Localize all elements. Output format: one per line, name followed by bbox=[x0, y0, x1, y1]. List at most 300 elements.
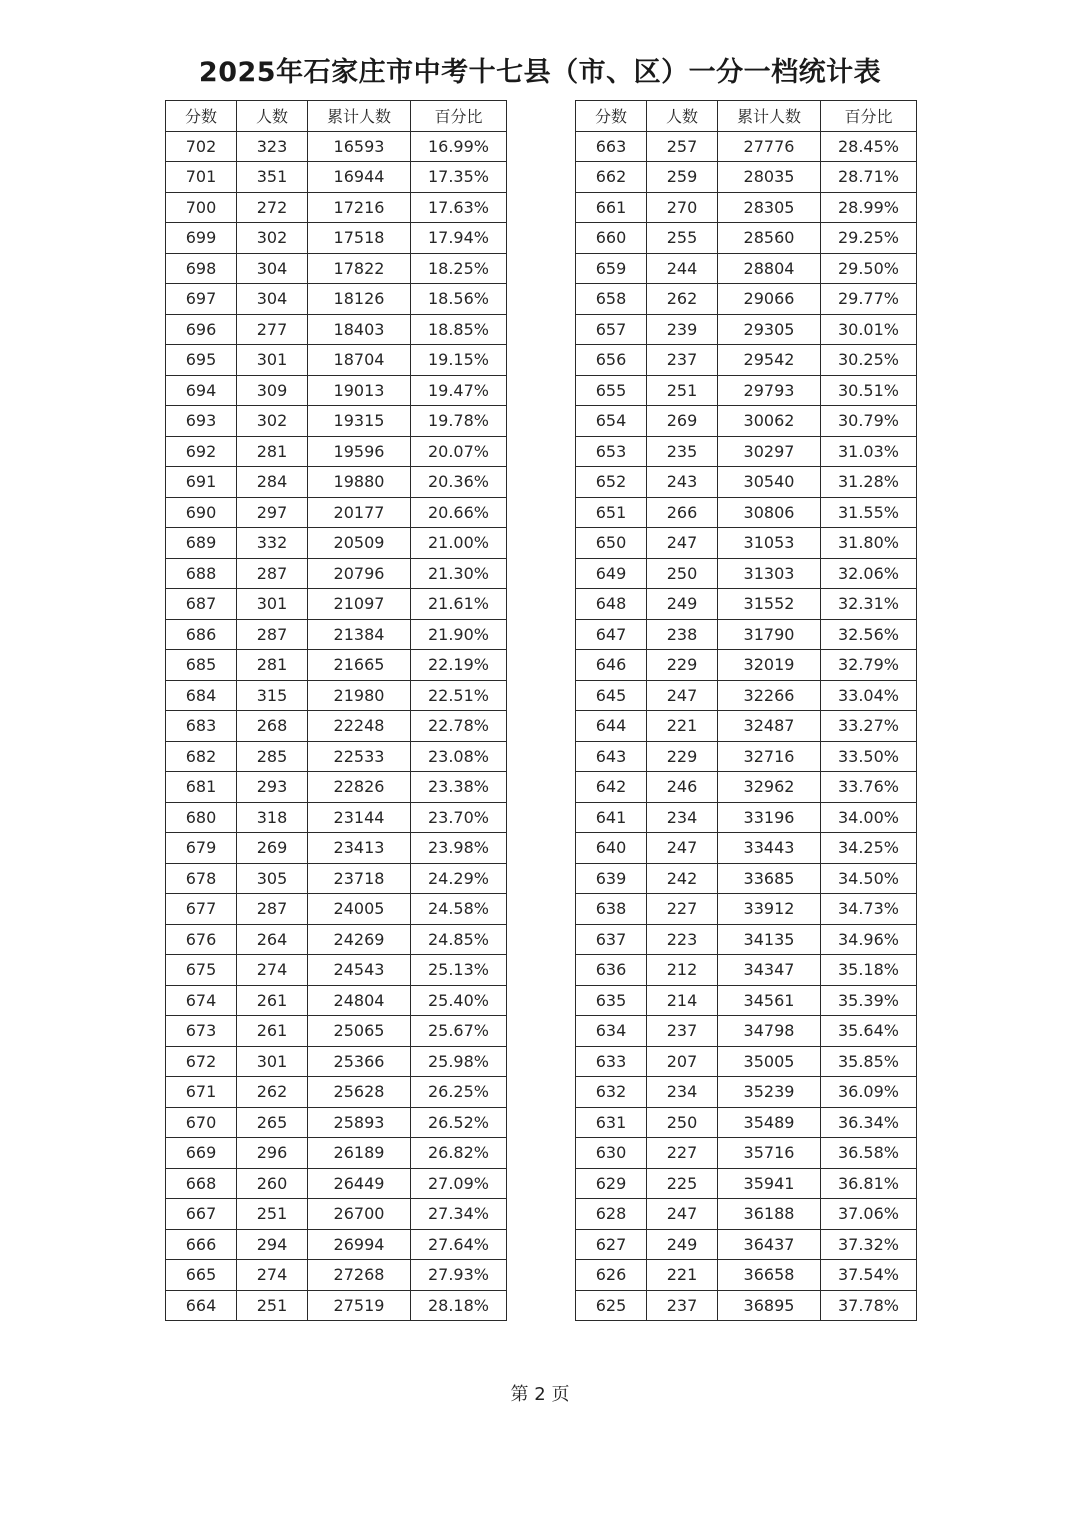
table-body-right bbox=[576, 131, 917, 1321]
cell-score: 693 bbox=[166, 406, 237, 437]
table-row bbox=[166, 619, 507, 650]
cell-percent: 33.50% bbox=[821, 741, 917, 772]
cell-score: 659 bbox=[576, 253, 647, 284]
cell-count: 257 bbox=[647, 131, 718, 162]
cell-count: 309 bbox=[237, 375, 308, 406]
cell-cumulative: 32266 bbox=[718, 680, 821, 711]
table-row bbox=[166, 1290, 507, 1321]
cell-count: 221 bbox=[647, 1260, 718, 1291]
cell-cumulative: 35941 bbox=[718, 1168, 821, 1199]
cell-cumulative: 33443 bbox=[718, 833, 821, 864]
cell-score: 698 bbox=[166, 253, 237, 284]
cell-count: 246 bbox=[647, 772, 718, 803]
cell-score: 683 bbox=[166, 711, 237, 742]
cell-cumulative: 19880 bbox=[308, 467, 411, 498]
cell-percent: 24.29% bbox=[411, 863, 507, 894]
cell-count: 302 bbox=[237, 406, 308, 437]
cell-percent: 25.40% bbox=[411, 985, 507, 1016]
cell-percent: 34.25% bbox=[821, 833, 917, 864]
cell-percent: 23.38% bbox=[411, 772, 507, 803]
cell-percent: 27.34% bbox=[411, 1199, 507, 1230]
cell-count: 207 bbox=[647, 1046, 718, 1077]
cell-percent: 33.04% bbox=[821, 680, 917, 711]
table-row bbox=[576, 1138, 917, 1169]
cell-percent: 31.03% bbox=[821, 436, 917, 467]
cell-score: 697 bbox=[166, 284, 237, 315]
cell-count: 247 bbox=[647, 528, 718, 559]
cell-cumulative: 24543 bbox=[308, 955, 411, 986]
cell-percent: 37.54% bbox=[821, 1260, 917, 1291]
cell-count: 301 bbox=[237, 345, 308, 376]
cell-cumulative: 19315 bbox=[308, 406, 411, 437]
cell-percent: 34.50% bbox=[821, 863, 917, 894]
table-row bbox=[576, 1290, 917, 1321]
cell-percent: 24.85% bbox=[411, 924, 507, 955]
cell-cumulative: 20796 bbox=[308, 558, 411, 589]
cell-score: 672 bbox=[166, 1046, 237, 1077]
cell-score: 662 bbox=[576, 162, 647, 193]
cell-count: 225 bbox=[647, 1168, 718, 1199]
table-row bbox=[576, 345, 917, 376]
cell-count: 264 bbox=[237, 924, 308, 955]
cell-percent: 31.55% bbox=[821, 497, 917, 528]
cell-count: 281 bbox=[237, 436, 308, 467]
cell-percent: 30.79% bbox=[821, 406, 917, 437]
table-row bbox=[166, 467, 507, 498]
cell-score: 681 bbox=[166, 772, 237, 803]
table-row bbox=[576, 131, 917, 162]
cell-percent: 18.85% bbox=[411, 314, 507, 345]
cell-percent: 36.09% bbox=[821, 1077, 917, 1108]
table-row bbox=[166, 314, 507, 345]
cell-score: 652 bbox=[576, 467, 647, 498]
table-row bbox=[576, 1199, 917, 1230]
cell-percent: 32.06% bbox=[821, 558, 917, 589]
cell-cumulative: 31790 bbox=[718, 619, 821, 650]
cell-cumulative: 25366 bbox=[308, 1046, 411, 1077]
cell-cumulative: 35716 bbox=[718, 1138, 821, 1169]
cell-count: 227 bbox=[647, 1138, 718, 1169]
cell-cumulative: 36437 bbox=[718, 1229, 821, 1260]
cell-cumulative: 17822 bbox=[308, 253, 411, 284]
cell-count: 270 bbox=[647, 192, 718, 223]
cell-count: 251 bbox=[237, 1290, 308, 1321]
page-number: 第 2 页 bbox=[510, 1384, 570, 1405]
table-row bbox=[576, 619, 917, 650]
cell-score: 677 bbox=[166, 894, 237, 925]
cell-cumulative: 23413 bbox=[308, 833, 411, 864]
cell-count: 296 bbox=[237, 1138, 308, 1169]
cell-cumulative: 25893 bbox=[308, 1107, 411, 1138]
score-table-left bbox=[165, 100, 507, 1321]
cell-cumulative: 27268 bbox=[308, 1260, 411, 1291]
cell-percent: 29.77% bbox=[821, 284, 917, 315]
table-row bbox=[576, 162, 917, 193]
cell-cumulative: 21097 bbox=[308, 589, 411, 620]
cell-score: 646 bbox=[576, 650, 647, 681]
table-row bbox=[576, 680, 917, 711]
cell-percent: 32.31% bbox=[821, 589, 917, 620]
table-row bbox=[166, 1107, 507, 1138]
cell-score: 684 bbox=[166, 680, 237, 711]
table-row bbox=[576, 497, 917, 528]
cell-count: 242 bbox=[647, 863, 718, 894]
cell-count: 251 bbox=[647, 375, 718, 406]
cell-count: 294 bbox=[237, 1229, 308, 1260]
table-row bbox=[166, 284, 507, 315]
cell-cumulative: 35489 bbox=[718, 1107, 821, 1138]
cell-count: 265 bbox=[237, 1107, 308, 1138]
table-row bbox=[576, 741, 917, 772]
table-row bbox=[576, 1107, 917, 1138]
cell-count: 284 bbox=[237, 467, 308, 498]
cell-cumulative: 32019 bbox=[718, 650, 821, 681]
cell-score: 660 bbox=[576, 223, 647, 254]
cell-score: 628 bbox=[576, 1199, 647, 1230]
cell-percent: 28.18% bbox=[411, 1290, 507, 1321]
table-row bbox=[576, 436, 917, 467]
cell-score: 701 bbox=[166, 162, 237, 193]
cell-percent: 22.78% bbox=[411, 711, 507, 742]
header-cumulative: 累计人数 bbox=[718, 101, 821, 132]
cell-count: 287 bbox=[237, 894, 308, 925]
cell-cumulative: 17216 bbox=[308, 192, 411, 223]
cell-score: 655 bbox=[576, 375, 647, 406]
table-row bbox=[166, 1260, 507, 1291]
cell-score: 692 bbox=[166, 436, 237, 467]
cell-cumulative: 21384 bbox=[308, 619, 411, 650]
cell-cumulative: 26994 bbox=[308, 1229, 411, 1260]
cell-score: 635 bbox=[576, 985, 647, 1016]
table-row bbox=[576, 253, 917, 284]
cell-count: 297 bbox=[237, 497, 308, 528]
cell-score: 694 bbox=[166, 375, 237, 406]
cell-cumulative: 22248 bbox=[308, 711, 411, 742]
cell-score: 640 bbox=[576, 833, 647, 864]
table-row bbox=[166, 741, 507, 772]
cell-percent: 23.70% bbox=[411, 802, 507, 833]
table-row bbox=[576, 772, 917, 803]
cell-cumulative: 32487 bbox=[718, 711, 821, 742]
cell-score: 625 bbox=[576, 1290, 647, 1321]
cell-count: 227 bbox=[647, 894, 718, 925]
cell-score: 665 bbox=[166, 1260, 237, 1291]
cell-score: 641 bbox=[576, 802, 647, 833]
cell-score: 696 bbox=[166, 314, 237, 345]
table-row bbox=[166, 558, 507, 589]
cell-count: 234 bbox=[647, 1077, 718, 1108]
table-row bbox=[166, 1229, 507, 1260]
table-row bbox=[166, 528, 507, 559]
cell-percent: 26.52% bbox=[411, 1107, 507, 1138]
cell-count: 238 bbox=[647, 619, 718, 650]
cell-percent: 37.06% bbox=[821, 1199, 917, 1230]
cell-count: 285 bbox=[237, 741, 308, 772]
cell-cumulative: 32716 bbox=[718, 741, 821, 772]
cell-percent: 31.80% bbox=[821, 528, 917, 559]
cell-score: 699 bbox=[166, 223, 237, 254]
table-row bbox=[576, 894, 917, 925]
cell-score: 653 bbox=[576, 436, 647, 467]
cell-cumulative: 26449 bbox=[308, 1168, 411, 1199]
cell-score: 654 bbox=[576, 406, 647, 437]
cell-cumulative: 21980 bbox=[308, 680, 411, 711]
cell-cumulative: 26189 bbox=[308, 1138, 411, 1169]
cell-cumulative: 31303 bbox=[718, 558, 821, 589]
cell-count: 301 bbox=[237, 1046, 308, 1077]
cell-percent: 21.61% bbox=[411, 589, 507, 620]
cell-percent: 26.25% bbox=[411, 1077, 507, 1108]
cell-percent: 27.93% bbox=[411, 1260, 507, 1291]
cell-percent: 27.64% bbox=[411, 1229, 507, 1260]
table-row bbox=[576, 192, 917, 223]
cell-count: 243 bbox=[647, 467, 718, 498]
cell-count: 244 bbox=[647, 253, 718, 284]
cell-count: 237 bbox=[647, 345, 718, 376]
header-score: 分数 bbox=[576, 101, 647, 132]
cell-cumulative: 35239 bbox=[718, 1077, 821, 1108]
cell-percent: 29.50% bbox=[821, 253, 917, 284]
cell-count: 251 bbox=[237, 1199, 308, 1230]
cell-score: 673 bbox=[166, 1016, 237, 1047]
cell-cumulative: 31552 bbox=[718, 589, 821, 620]
document-title: 2025年石家庄市中考十七县（市、区）一分一档统计表 bbox=[198, 57, 882, 88]
cell-count: 262 bbox=[647, 284, 718, 315]
cell-percent: 30.25% bbox=[821, 345, 917, 376]
table-row bbox=[576, 1016, 917, 1047]
cell-cumulative: 22826 bbox=[308, 772, 411, 803]
cell-cumulative: 28035 bbox=[718, 162, 821, 193]
cell-count: 237 bbox=[647, 1016, 718, 1047]
cell-count: 304 bbox=[237, 253, 308, 284]
cell-cumulative: 20509 bbox=[308, 528, 411, 559]
cell-cumulative: 32962 bbox=[718, 772, 821, 803]
table-header-row bbox=[576, 101, 917, 132]
cell-count: 214 bbox=[647, 985, 718, 1016]
cell-count: 274 bbox=[237, 1260, 308, 1291]
table-row bbox=[166, 192, 507, 223]
cell-count: 247 bbox=[647, 680, 718, 711]
cell-cumulative: 28305 bbox=[718, 192, 821, 223]
cell-score: 687 bbox=[166, 589, 237, 620]
table-row bbox=[576, 223, 917, 254]
cell-score: 637 bbox=[576, 924, 647, 955]
table-row bbox=[576, 284, 917, 315]
table-header-row bbox=[166, 101, 507, 132]
cell-count: 247 bbox=[647, 833, 718, 864]
cell-count: 287 bbox=[237, 558, 308, 589]
cell-score: 658 bbox=[576, 284, 647, 315]
cell-count: 261 bbox=[237, 1016, 308, 1047]
table-row bbox=[166, 497, 507, 528]
cell-cumulative: 28804 bbox=[718, 253, 821, 284]
cell-count: 250 bbox=[647, 1107, 718, 1138]
table-row bbox=[576, 406, 917, 437]
cell-score: 642 bbox=[576, 772, 647, 803]
cell-count: 221 bbox=[647, 711, 718, 742]
cell-percent: 19.78% bbox=[411, 406, 507, 437]
cell-count: 247 bbox=[647, 1199, 718, 1230]
cell-score: 671 bbox=[166, 1077, 237, 1108]
cell-count: 272 bbox=[237, 192, 308, 223]
cell-score: 634 bbox=[576, 1016, 647, 1047]
table-row bbox=[576, 1168, 917, 1199]
table-row bbox=[166, 680, 507, 711]
cell-percent: 20.36% bbox=[411, 467, 507, 498]
table-row bbox=[166, 1046, 507, 1077]
cell-count: 281 bbox=[237, 650, 308, 681]
cell-percent: 36.81% bbox=[821, 1168, 917, 1199]
table-row bbox=[166, 772, 507, 803]
cell-percent: 18.25% bbox=[411, 253, 507, 284]
cell-percent: 36.34% bbox=[821, 1107, 917, 1138]
table-row bbox=[166, 162, 507, 193]
cell-percent: 22.19% bbox=[411, 650, 507, 681]
table-row bbox=[166, 863, 507, 894]
table-row bbox=[576, 375, 917, 406]
cell-cumulative: 22533 bbox=[308, 741, 411, 772]
cell-count: 268 bbox=[237, 711, 308, 742]
cell-percent: 35.64% bbox=[821, 1016, 917, 1047]
cell-cumulative: 23144 bbox=[308, 802, 411, 833]
cell-score: 644 bbox=[576, 711, 647, 742]
cell-score: 627 bbox=[576, 1229, 647, 1260]
table-row bbox=[166, 833, 507, 864]
cell-count: 239 bbox=[647, 314, 718, 345]
cell-count: 351 bbox=[237, 162, 308, 193]
cell-count: 229 bbox=[647, 741, 718, 772]
table-row bbox=[166, 955, 507, 986]
header-count: 人数 bbox=[647, 101, 718, 132]
cell-count: 315 bbox=[237, 680, 308, 711]
cell-percent: 25.13% bbox=[411, 955, 507, 986]
cell-score: 685 bbox=[166, 650, 237, 681]
cell-score: 639 bbox=[576, 863, 647, 894]
table-row bbox=[576, 1229, 917, 1260]
table-row bbox=[166, 650, 507, 681]
table-row bbox=[166, 802, 507, 833]
cell-score: 668 bbox=[166, 1168, 237, 1199]
table-row bbox=[166, 711, 507, 742]
table-row bbox=[576, 711, 917, 742]
cell-score: 695 bbox=[166, 345, 237, 376]
cell-cumulative: 26700 bbox=[308, 1199, 411, 1230]
cell-percent: 17.63% bbox=[411, 192, 507, 223]
score-table-right bbox=[575, 100, 917, 1321]
cell-cumulative: 33196 bbox=[718, 802, 821, 833]
cell-score: 651 bbox=[576, 497, 647, 528]
cell-cumulative: 24804 bbox=[308, 985, 411, 1016]
cell-cumulative: 36658 bbox=[718, 1260, 821, 1291]
cell-cumulative: 34135 bbox=[718, 924, 821, 955]
table-row bbox=[166, 345, 507, 376]
header-count: 人数 bbox=[237, 101, 308, 132]
header-score: 分数 bbox=[166, 101, 237, 132]
cell-percent: 37.78% bbox=[821, 1290, 917, 1321]
cell-cumulative: 18126 bbox=[308, 284, 411, 315]
cell-score: 633 bbox=[576, 1046, 647, 1077]
cell-percent: 24.58% bbox=[411, 894, 507, 925]
header-percent: 百分比 bbox=[821, 101, 917, 132]
cell-count: 260 bbox=[237, 1168, 308, 1199]
cell-percent: 30.01% bbox=[821, 314, 917, 345]
cell-cumulative: 17518 bbox=[308, 223, 411, 254]
table-row bbox=[166, 375, 507, 406]
cell-score: 650 bbox=[576, 528, 647, 559]
cell-score: 663 bbox=[576, 131, 647, 162]
table-row bbox=[166, 223, 507, 254]
cell-percent: 31.28% bbox=[821, 467, 917, 498]
table-body-left bbox=[166, 131, 507, 1321]
table-row bbox=[576, 1046, 917, 1077]
cell-score: 649 bbox=[576, 558, 647, 589]
cell-cumulative: 35005 bbox=[718, 1046, 821, 1077]
cell-score: 702 bbox=[166, 131, 237, 162]
cell-percent: 30.51% bbox=[821, 375, 917, 406]
cell-count: 223 bbox=[647, 924, 718, 955]
table-row bbox=[166, 1138, 507, 1169]
cell-cumulative: 34561 bbox=[718, 985, 821, 1016]
table-row bbox=[166, 924, 507, 955]
cell-percent: 35.39% bbox=[821, 985, 917, 1016]
cell-score: 664 bbox=[166, 1290, 237, 1321]
cell-percent: 22.51% bbox=[411, 680, 507, 711]
cell-cumulative: 18403 bbox=[308, 314, 411, 345]
cell-percent: 23.98% bbox=[411, 833, 507, 864]
cell-score: 629 bbox=[576, 1168, 647, 1199]
cell-cumulative: 36188 bbox=[718, 1199, 821, 1230]
cell-percent: 34.73% bbox=[821, 894, 917, 925]
table-row bbox=[576, 528, 917, 559]
cell-cumulative: 30062 bbox=[718, 406, 821, 437]
cell-score: 626 bbox=[576, 1260, 647, 1291]
cell-count: 266 bbox=[647, 497, 718, 528]
cell-cumulative: 29542 bbox=[718, 345, 821, 376]
cell-score: 632 bbox=[576, 1077, 647, 1108]
cell-cumulative: 36895 bbox=[718, 1290, 821, 1321]
cell-score: 686 bbox=[166, 619, 237, 650]
cell-percent: 21.90% bbox=[411, 619, 507, 650]
cell-cumulative: 31053 bbox=[718, 528, 821, 559]
table-row bbox=[576, 558, 917, 589]
cell-cumulative: 20177 bbox=[308, 497, 411, 528]
cell-cumulative: 30540 bbox=[718, 467, 821, 498]
table-row bbox=[166, 253, 507, 284]
cell-cumulative: 29305 bbox=[718, 314, 821, 345]
cell-percent: 32.79% bbox=[821, 650, 917, 681]
cell-percent: 20.66% bbox=[411, 497, 507, 528]
cell-percent: 23.08% bbox=[411, 741, 507, 772]
cell-score: 667 bbox=[166, 1199, 237, 1230]
cell-cumulative: 24269 bbox=[308, 924, 411, 955]
cell-score: 666 bbox=[166, 1229, 237, 1260]
cell-percent: 21.30% bbox=[411, 558, 507, 589]
cell-score: 689 bbox=[166, 528, 237, 559]
cell-percent: 25.98% bbox=[411, 1046, 507, 1077]
cell-percent: 32.56% bbox=[821, 619, 917, 650]
cell-percent: 28.99% bbox=[821, 192, 917, 223]
cell-score: 631 bbox=[576, 1107, 647, 1138]
cell-cumulative: 16944 bbox=[308, 162, 411, 193]
cell-count: 304 bbox=[237, 284, 308, 315]
cell-percent: 35.85% bbox=[821, 1046, 917, 1077]
cell-score: 645 bbox=[576, 680, 647, 711]
cell-score: 675 bbox=[166, 955, 237, 986]
table-row bbox=[576, 650, 917, 681]
table-row bbox=[576, 314, 917, 345]
cell-count: 269 bbox=[647, 406, 718, 437]
cell-percent: 35.18% bbox=[821, 955, 917, 986]
